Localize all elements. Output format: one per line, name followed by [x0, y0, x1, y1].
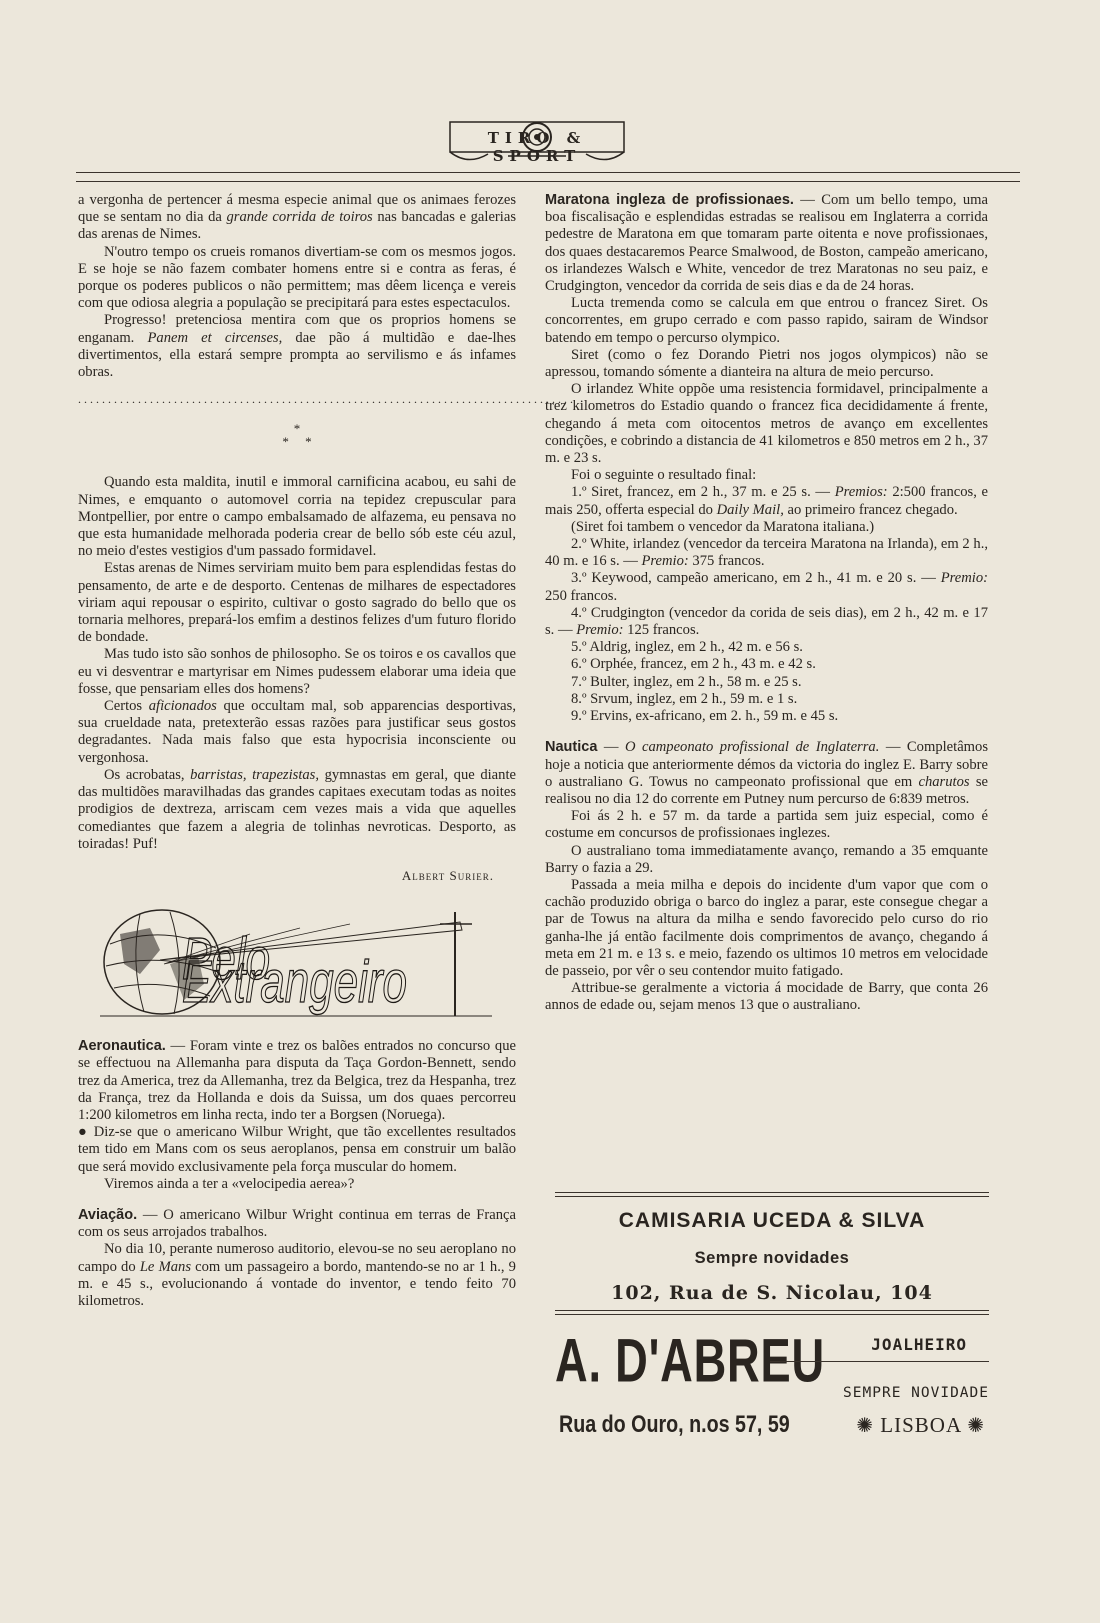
- left-column: [78, 192, 576, 1310]
- ad-joalheiro-tagline: SEMPRE NOVIDADE: [843, 1385, 989, 1401]
- article-paragraph: Viremos ainda a ter a «velocipedia aerea»?: [104, 1175, 355, 1192]
- article-paragraph: Siret (como o fez Dorando Pietri nos jogos olympicos) não se apressou, tomando sómente a dianteira na altura de meio percurso.: [545, 346, 988, 381]
- ad-rule: [555, 1310, 989, 1315]
- result-item: 8.º Srvum, inglez, em 2 h., 59 m. e 1 s.: [571, 690, 798, 707]
- result-item: 3.º Keywood, campeão americano, em 2 h., 41 m. e 20 s. — Premio: 250 francos.: [545, 570, 988, 604]
- article-paragraph: Os acrobatas, barristas, trapezistas, gymnastas em geral, que diante das multidões maravilhadas das grandes capitaes executam todas as noites prodigios de dextreza, arriscam cem vezes mais a vida que aquelles comediantes que fazem a alegria de tolinhas nevroticas. Desporto, as toiradas! Puf!: [78, 766, 516, 852]
- asterism-bottom: * *: [282, 434, 312, 450]
- article-paragraph: Mas tudo isto são sonhos de philosopho. Se os toiros e os cavallos que eu vi desventrar e martyrisar em Nimes pudessem elaborar uma ideia que fosse, que pensariam elles dos homens?: [78, 646, 516, 697]
- ad-camisaria-subtitle: Sempre novidades: [694, 1249, 850, 1267]
- ad-joalheiro-name: A. D'ABREU: [555, 1326, 825, 1396]
- article-paragraph: O irlandez White oppõe uma resistencia formidavel, principalmente a trez kilometros do Estadio quando o francez fica decididamente á frente, chegando á meta com oitocentos metros de avanço em excellentes condições, e cobrindo a distancia de 41 kilometros e 850 metros em 2 h., 37 m. e 23 s.: [545, 381, 988, 467]
- article-paragraph: Progresso! pretenciosa mentira com que os proprios homens se enganam. Panem et circenses, dae pão á multidão e dae-lhes divertimentos, ella estará sempre prompta ao servilismo e ás infames obras.: [78, 312, 516, 381]
- article-paragraph: Certos aficionados que occultam mal, sob apparencias desportivas, sua crueldade nata, pretexterão essas razões para justificar seus gostos degradantes. Nada mais falso que esta hypocrisia inconsciente ou vergonhosa.: [78, 698, 516, 766]
- article-paragraph: Passada a meia milha e depois do incidente d'um vapor que com o cachão produzido obriga o barco do inglez a parar, este consegue chegar a par de Towus na altura da milha e sendo favorecido pelo curso do rio ganha-lhe já então facilmente dois comprimentos de avanço, chegando á meta em 21 m. e 13 s. e meio, fazendo os ultimos 10 metros em velocidade de passeio, por vêr o seu contendor muito fatigado.: [545, 876, 988, 979]
- ornament-icon: ✺: [967, 1415, 985, 1437]
- news-nautica: Nautica — O campeonato profissional de Inglaterra. — Completâmos hoje a noticia que anteriormente démos da victoria do inglez E. Barry sobre o australiano G. Towus no campeonato profissional que em charutos se realisou no dia 12 do corrente em Putney num percurso de 6:839 metros.: [545, 739, 989, 807]
- ad-rule: [555, 1192, 989, 1197]
- ad-joalheiro-trade: JOALHEIRO: [871, 1335, 967, 1354]
- masthead-logo: [448, 116, 626, 168]
- asterism-top: *: [293, 421, 301, 437]
- header-double-rule: [76, 172, 1020, 182]
- article-paragraph: No dia 10, perante numeroso auditorio, elevou-se no seu aeroplano no campo do Le Mans com um passageiro a bordo, mantendo-se no ar 1 h., 9 m. e 45 s., evolucionando á vontade do inventor, e tendo feito 70 kilometros.: [78, 1241, 516, 1309]
- news-maratona: Maratona ingleza de profissionaes. — Com um bello tempo, uma boa fiscalisação e esplendidas estradas se realisou em Inglaterra a corrida pedestre de Maratona em que tomaram parte oitenta e nove profissionaes, dos quaes destacaremos Pearce Smalwood, de Boston, campeão americano, os irlandezes Walsch e White, vencedor de trez Maratonas no seu paiz, e Crudgington, vencedor da corrida de seis dias e da de 24 horas.: [545, 192, 988, 295]
- right-column: [545, 192, 988, 1015]
- article-paragraph: N'outro tempo os crueis romanos divertiam-se com os mesmos jogos. E se hoje se não fazem combater homens entre si e contra as feras, é porque os poderes publicos o não permittem; mas dêem licença e vereis com que odiosa alegria a população se precipitará para estes espectaculos.: [78, 243, 516, 312]
- section-heading: Nautica: [545, 739, 598, 756]
- result-item: 1.º Siret, francez, em 2 h., 37 m. e 25 s. — Premios: 2:500 francos, e mais 250, offerta especial do Daily Mail, ao primeiro francez chegado.: [545, 484, 989, 518]
- article-paragraph: Foi ás 2 h. e 57 m. da tarde a partida sem juiz especial, como é costume em concursos de profissionaes inglezes.: [545, 808, 988, 842]
- ornament-icon: ✺: [856, 1415, 875, 1437]
- result-item: 4.º Crudgington (vencedor da corida de seis dias), em 2 h., 42 m. e 17 s. — Premio: 125 francos.: [545, 604, 988, 639]
- article-paragraph: Quando esta maldita, inutil e immoral carnificina acabou, eu sahi de Nimes, e emquanto o automovel corria na tepidez crepuscular para Montpellier, por entre o campo embalsamado de alfazema, eu pensava no que esta humanidade melhorada poderia crear de bello sób este céu azul, no meio d'estes vestigios d'um passado formidavel.: [78, 474, 516, 560]
- section-heading: Aviação.: [78, 1206, 138, 1223]
- result-item: 9.º Ervins, ex-africano, em 2. h., 59 m. e 45 s.: [571, 708, 839, 725]
- banner-title: Pelo Extrangeiro: [182, 926, 408, 1016]
- author-signature: Albert Surier.: [401, 867, 494, 883]
- ad-rule: [770, 1361, 989, 1362]
- result-note: (Siret foi tambem o vencedor da Maratona italiana.): [571, 518, 875, 535]
- masthead-title: TIRO & SPORT: [487, 129, 587, 165]
- asterism: [78, 422, 516, 448]
- advertisements: [555, 1192, 989, 1451]
- article-paragraph: a vergonha de pertencer á mesma especie animal que os animaes ferozes que se sentam no dia da grande corrida de toiros nas bancadas e galerias das arenas de Nimes.: [78, 192, 517, 243]
- section-banner: [100, 904, 492, 1022]
- result-item: 2.º White, irlandez (vencedor da terceira Maratona na Irlanda), em 2 h., 40 m. e 16 s. — Premio: 375 francos.: [545, 536, 988, 570]
- ad-joalheiro-city: [856, 1413, 985, 1438]
- ad-camisaria-title: CAMISARIA UCEDA & SILVA: [618, 1209, 926, 1232]
- article-paragraph: Lucta tremenda como se calcula em que entrou o francez Siret. Os concorrentes, em grupo cerrado e com passo rapido, sairam de Windsor batendo em tempo o percurso olympico.: [545, 295, 988, 346]
- article-paragraph: Estas arenas de Nimes serviriam muito bem para esplendidas festas do pensamento, de arte e de desporto. Centenas de milhares de espectadores viriam aqui repousar o espirito, cultivar o gosto sagrado do bello que os tornaria melhores, prepará-los emfim a destinos felizes d'um futuro florido de bondade.: [78, 560, 516, 646]
- result-item: 6.º Orphée, francez, em 2 h., 43 m. e 42 s.: [571, 656, 816, 673]
- article-paragraph: ● Diz-se que o americano Wilbur Wright, que tão excellentes resultados tem tido em Mans com os seus aeroplanos, pensa em construir um balão que será movido exclusivamente pela força muscular do homem.: [78, 1124, 516, 1175]
- article-paragraph: Attribue-se geralmente a victoria á mocidade de Barry, que conta 26 annos de edade ou, sejam menos 13 que o australiano.: [545, 980, 988, 1014]
- ad-joalheiro: [555, 1321, 989, 1451]
- article-paragraph: O australiano toma immediatamente avanço, remando a 35 emquante Barry o fazia a 29.: [545, 842, 988, 876]
- article-paragraph: Foi o seguinte o resultado final:: [571, 467, 757, 484]
- dotted-separator: ...................................................................................: [78, 392, 576, 407]
- ad-camisaria-address: 102, Rua de S. Nicolau, 104: [611, 1282, 933, 1304]
- section-heading: Maratona ingleza de profissionaes.: [545, 192, 794, 208]
- news-aeronautica: Aeronautica. — Foram vinte e trez os balões entrados no concurso que se effectuou na Allemanha para disputa da Taça Gordon-Bennett, sendo trez da America, trez da Allemanha, trez da Belgica, trez da Hespanha, trez da França, trez da Hollanda e dois da Suissa, um dos quaes percorreu 1:200 kilometros em linha recta, indo ter a Borgsen (Noruega).: [78, 1038, 516, 1123]
- result-item: 7.º Bulter, inglez, em 2 h., 58 m. e 25 s.: [571, 673, 802, 690]
- news-aviacao: Aviação. — O americano Wilbur Wright continua em terras de França com os seus arrojados trabalhos.: [78, 1206, 516, 1241]
- result-item: 5.º Aldrig, inglez, em 2 h., 42 m. e 56 s.: [571, 639, 803, 656]
- ad-joalheiro-street: Rua do Ouro, n.os 57, 59: [559, 1411, 790, 1438]
- city-label: LISBOA: [880, 1413, 961, 1437]
- section-heading: Aeronautica.: [78, 1038, 166, 1055]
